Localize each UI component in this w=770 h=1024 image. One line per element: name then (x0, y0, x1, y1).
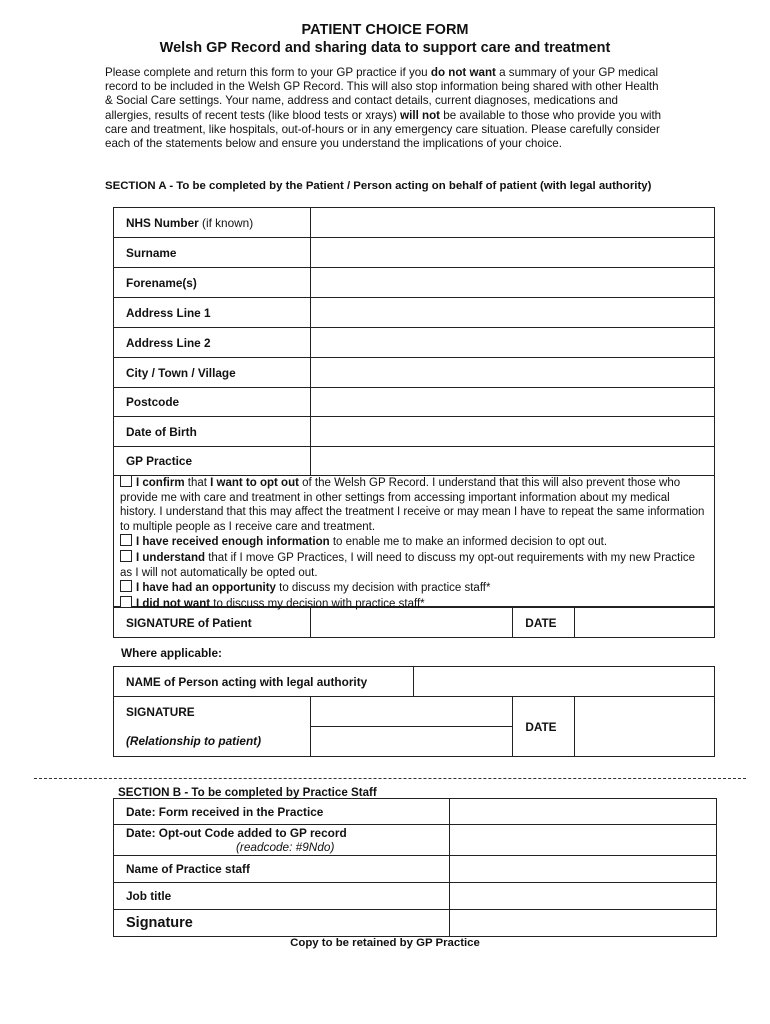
understand-checkbox[interactable] (120, 550, 132, 562)
intro-text-2: a summary of your GP medical record to be included in the Welsh GP Record. This will also stop information being shared with other Health & Social Care settings. Your name, address and contact details, current diagnoses, medications and allergies, results of recent tests (like blood tests or xrays) (105, 66, 659, 122)
decl-bold: I have received enough information (136, 536, 330, 549)
job-title-field[interactable] (449, 883, 716, 910)
legal-name-label: NAME of Person acting with legal authority (114, 667, 414, 697)
gp-practice-label: GP Practice (114, 447, 311, 476)
table-row (114, 608, 715, 638)
form-received-label: Date: Form received in the Practice (114, 799, 450, 825)
relationship-field[interactable] (310, 727, 513, 757)
address-line-2-label: Address Line 2 (114, 328, 311, 358)
legal-date-field[interactable] (575, 697, 715, 757)
intro-bold-1: do not want (430, 66, 496, 79)
surname-label: Surname (114, 238, 311, 268)
date-of-birth-field[interactable] (310, 417, 714, 447)
declaration-information (120, 534, 706, 550)
staff-signature-label: Signature (114, 910, 450, 937)
nhs-number-label: NHS Number (if known) (114, 208, 311, 238)
section-b-heading: SECTION B - To be completed by Practice Staff (118, 786, 377, 799)
relationship-label: (Relationship to patient) (114, 727, 311, 757)
optout-code-title: Date: Opt-out Code added to GP record (126, 826, 347, 840)
intro-text-3: be available to those who provide you with care and treatment, like hospitals, out-of-hours or in any emergency care situation. Please carefully consider each of the statements below and ensure you understand the implications of your choice. (105, 108, 662, 151)
declaration-opportunity (120, 580, 706, 596)
table-row (114, 358, 715, 388)
address-line-2-field[interactable] (310, 328, 714, 358)
patient-date-field[interactable] (575, 608, 715, 638)
table-row (114, 856, 717, 883)
declaration-understand (120, 550, 706, 580)
where-applicable-label: Where applicable: (121, 646, 222, 660)
table-row (114, 697, 715, 727)
decl-bold: I understand (136, 551, 206, 564)
address-line-1-field[interactable] (310, 298, 714, 328)
decl-text: to enable me to make an informed decision to opt out. (329, 536, 608, 549)
intro-paragraph (105, 66, 665, 151)
decl-text: to discuss my decision with practice staff* (210, 597, 425, 610)
legal-name-table (113, 666, 715, 697)
table-row (114, 328, 715, 358)
legal-signature-label: SIGNATURE (114, 697, 311, 727)
table-row (114, 447, 715, 476)
table-row (114, 268, 715, 298)
opportunity-checkbox[interactable] (120, 580, 132, 592)
forename-label: Forename(s) (114, 268, 311, 298)
intro-text-1: Please complete and return this form to your GP practice if you (105, 66, 431, 79)
table-row (114, 298, 715, 328)
surname-field[interactable] (310, 238, 714, 268)
table-row (114, 238, 715, 268)
form-subtitle: Welsh GP Record and sharing data to support care and treatment (159, 40, 611, 56)
city-field[interactable] (310, 358, 714, 388)
decl-bold: I did not want (136, 597, 211, 610)
date-of-birth-label: Date of Birth (114, 417, 311, 447)
section-a-heading: SECTION A - To be completed by the Patient / Person acting on behalf of patient (with legal authority) (105, 180, 652, 192)
declarations-block (113, 474, 715, 610)
opt-out-checkbox[interactable] (120, 475, 132, 487)
decl-bold: I confirm (136, 477, 185, 489)
readcode-note: (readcode: #9Ndo) (236, 840, 335, 854)
table-row (114, 825, 717, 856)
table-row (114, 417, 715, 447)
form-title: PATIENT CHOICE FORM (301, 22, 469, 38)
patient-details-table (113, 207, 715, 476)
address-line-1-label: Address Line 1 (114, 298, 311, 328)
city-label: City / Town / Village (114, 358, 311, 388)
form-received-field[interactable] (449, 799, 716, 825)
decl-text: to discuss my decision with practice staff* (275, 582, 491, 595)
decl-text: that if I move GP Practices, I will need to discuss my opt-out requirements with my new Practice as I will not automatically be opted out. (120, 551, 696, 579)
legal-signature-table (113, 696, 715, 757)
patient-signature-field[interactable] (310, 608, 513, 638)
patient-date-label: DATE (513, 608, 575, 638)
table-row (114, 208, 715, 238)
optout-code-label (114, 825, 450, 856)
decl-text: that (184, 477, 211, 489)
postcode-label: Postcode (114, 388, 311, 417)
legal-date-label: DATE (513, 697, 575, 757)
postcode-field[interactable] (310, 388, 714, 417)
intro-bold-2: will not (400, 108, 441, 122)
gp-practice-field[interactable] (310, 447, 714, 476)
staff-signature-field[interactable] (449, 910, 716, 937)
practice-staff-name-label: Name of Practice staff (114, 856, 450, 883)
table-row (114, 799, 717, 825)
did-not-want-checkbox[interactable] (120, 596, 132, 608)
decl-bold: I want to opt out (210, 477, 299, 489)
decl-bold: I have had an opportunity (136, 582, 276, 595)
practice-staff-name-field[interactable] (449, 856, 716, 883)
legal-signature-field[interactable] (310, 697, 513, 727)
declaration-opt-out (120, 475, 706, 534)
table-row (114, 388, 715, 417)
forename-field[interactable] (310, 268, 714, 298)
patient-signature-label: SIGNATURE of Patient (114, 608, 311, 638)
cut-line-divider (34, 778, 746, 779)
nhs-number-field[interactable] (310, 208, 714, 238)
information-checkbox[interactable] (120, 534, 132, 546)
patient-signature-table (113, 607, 715, 638)
legal-name-field[interactable] (413, 667, 714, 697)
table-row (114, 883, 717, 910)
table-row (114, 910, 717, 937)
table-row (114, 667, 715, 697)
decl-text: of the Welsh GP Record. I understand that this will also prevent those who provide me with care and treatment in other settings from accessing important information about my medical history. I understand that this may affect the treatment I receive or may mean I have to repeat the same information to multiple people as I receive care and treatment. (120, 477, 705, 533)
practice-staff-table (113, 798, 717, 937)
job-title-label: Job title (114, 883, 450, 910)
footer-note: Copy to be retained by GP Practice (290, 937, 480, 949)
optout-code-field[interactable] (449, 825, 716, 856)
